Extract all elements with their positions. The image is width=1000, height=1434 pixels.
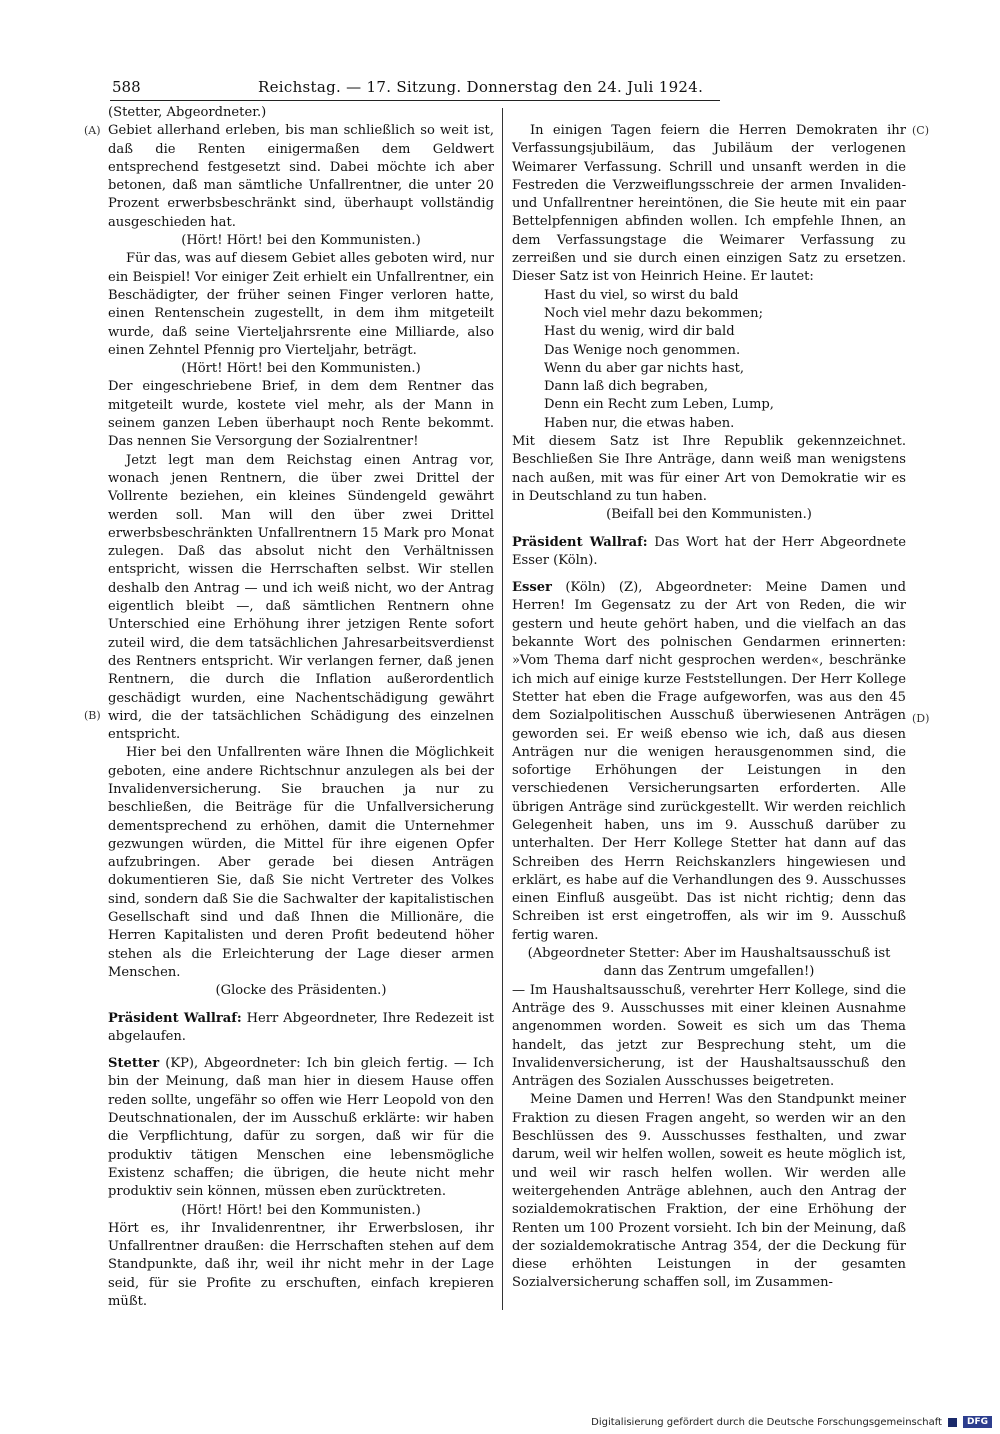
verse-line: Noch viel mehr dazu bekommen; <box>544 305 764 321</box>
spacer <box>512 570 906 579</box>
speaker-name: Stetter <box>108 1056 160 1072</box>
speech-text: (Köln) (Z), Abgeordneter: Meine Damen und Herren! Im Gegensatz zu der Art von Reden, die wir gestern und heute gehört haben, und die vielfach an das bekannte Wort des polnischen Gendarmen erinnerten: »Vom Thema darf nicht gesprochen werden«, beschränke ich mich auf einige kurze Feststellungen. Der Herr Kollege Stetter hat eben die Frage aufgeworfen, was aus den 45 dem Sozialpolitischen Ausschuß überwiesenen Anträgen geworden sei. Er weiß ebenso wie ich, daß aus diesen Anträgen nur die wenigen herausgenommen sind, die sofortige Erhöhungen der Leistungen in den verschiedenen Versicherungsarten erforderten. Alle übrigen Anträge sind zurückgestellt. Wir werden reichlich Gelegenheit haben, uns im 9. Ausschuß darüber zu unterhalten. Der Herr Kollege Stetter hat dann auf das Schreiben des Herrn Reichskanzlers hingewiesen und erklärt, es habe auf die Verhandlungen des 9. Ausschusses einen Einfluß ausgeübt. Das ist nicht richtig; denn das Schreiben ist erst eingetroffen, als wir im 9. Ausschuß fertig waren. <box>512 580 906 943</box>
margin-marker-c: (C) <box>912 124 929 137</box>
verse-line: Haben nur, die etwas haben. <box>544 415 735 431</box>
speaker-paragraph <box>108 1055 494 1201</box>
verse-line: Dann laß dich begraben, <box>544 379 709 395</box>
speaker-name: Präsident Wallraf: <box>512 534 648 550</box>
paragraph: — Im Haushaltsausschuß, verehrter Herr Kollege, sind die Anträge des 9. Ausschusses mit einer kleinen Ausnahme angenommen worden. Soweit es sich um das Thema handelt, das jetzt zur Besprechung steht, um die Invalidenversicherung, ist der Haushaltsausschuß den Anträgen des Sozialen Ausschusses beigetreten. <box>512 982 906 1090</box>
interjection: (Hört! Hört! bei den Kommunisten.) <box>181 361 421 377</box>
paragraph: Mit diesem Satz ist Ihre Republik gekennzeichnet. Beschließen Sie Ihre Anträge, dann weiß man wenigstens nach außen, mit was für einer Art von Demokratie wir es in Deutschland zu tun haben. <box>512 434 906 504</box>
spacer <box>108 1046 494 1055</box>
interjection: (Beifall bei den Kommunisten.) <box>606 507 812 523</box>
spacer <box>512 525 906 534</box>
column-divider <box>502 108 503 1310</box>
speaker-paragraph <box>512 534 906 571</box>
margin-marker-a: (A) <box>84 124 101 137</box>
verse-line: Hast du viel, so wirst du bald <box>544 287 739 303</box>
running-title: Reichstag. — 17. Sitzung. Donnerstag den 24. Juli 1924. <box>258 78 704 96</box>
page-header <box>112 78 724 100</box>
page-number: 588 <box>112 78 141 96</box>
speaker-label: (Stetter, Abgeordneter.) <box>108 105 267 120</box>
interjection: (Hört! Hört! bei den Kommunisten.) <box>181 1202 421 1218</box>
interjection: (Hört! Hört! bei den Kommunisten.) <box>181 233 421 249</box>
margin-marker-d: (D) <box>912 712 930 725</box>
speaker-paragraph <box>108 1010 494 1047</box>
margin-marker-b: (B) <box>84 709 101 722</box>
speech-text: Herr Abgeordneter, Ihre Redezeit ist abgelaufen. <box>108 1010 494 1044</box>
footer-text: Digitalisierung gefördert durch die Deutsche Forschungsgemeinschaft <box>591 1416 942 1428</box>
speaker-paragraph <box>512 579 906 945</box>
speech-text: Das Wort hat der Herr Abgeordnete Esser (Köln). <box>512 534 906 568</box>
right-column <box>512 122 906 1293</box>
interjection: (Glocke des Präsidenten.) <box>215 983 387 999</box>
dfg-square-icon <box>948 1418 957 1427</box>
verse-line: Hast du wenig, wird dir bald <box>544 324 735 340</box>
verse-line: Das Wenige noch genommen. <box>544 342 741 358</box>
interjection: (Abgeordneter Stetter: Aber im Haushaltsausschuß ist dann das Zentrum umgefallen!) <box>527 946 891 980</box>
paragraph: In einigen Tagen feiern die Herren Demokraten ihr Verfassungsjubiläum, das Jubiläum der verlogenen Weimarer Verfassung. Schrill und unsanft werden in die Festreden die Verzweiflungsschreie der armen Invaliden- und Unfallrentner hereintönen, die Sie heute mit ein paar Bettelpfennigen abfinden wollen. Ich empfehle Ihnen, an dem Verfassungstage die Weimarer Verfassung zu zerreißen und sie durch einen einzigen Satz zu ersetzen. Dieser Satz ist von Heinrich Heine. Er lautet: <box>512 123 906 285</box>
paragraph: Hier bei den Unfallrenten wäre Ihnen die Möglichkeit geboten, eine andere Richtschnur anzulegen als bei der Invalidenversicherung. Sie brauchen ja nur zu beschließen, die Beiträge für die Unfallversicherung dementsprechend zu erhöhen, damit die Unternehmer gezwungen würden, die Mittel für ihre eigenen Opfer aufzubringen. Aber gerade bei diesen Anträgen dokumentieren Sie, daß Sie nicht Vertreter des Volkes sind, sondern daß Sie die Sachwalter der kapitalistischen Gesellschaft sind und daß Ihnen die Millionäre, die Herren Kapitalisten und deren Profit bedeutend höher stehen als die Erleichterung der Lage dieser armen Menschen. <box>108 745 494 980</box>
spacer <box>108 1001 494 1010</box>
paragraph: Der eingeschriebene Brief, in dem dem Rentner das mitgeteilt wurde, kostete viel mehr, als der Mann in seinem ganzen Leben überhaupt noch Rente bekommt. Das nennen Sie Versorgung der Sozialrentner! <box>108 379 494 450</box>
paragraph: Meine Damen und Herren! Was den Standpunkt meiner Fraktion zu diesen Fragen angeht, so werden wir an den Beschlüssen des 9. Ausschusses festhalten, und zwar darum, weil wir helfen wollen, soweit es heute möglich ist, und weil wir rasch helfen wollen. Wir werden alle weitergehenden Anträge ablehnen, auch den Antrag der sozialdemokratischen Fraktion, der eine Erhöhung der Renten um 100 Prozent vorsieht. Ich bin der Meinung, daß der sozialdemokratische Antrag 354, der die Deckung für diese erhöhten Leistungen in der gesamten Sozialversicherung schaffen soll, im Zusammen- <box>512 1092 906 1291</box>
paragraph: Gebiet allerhand erleben, bis man schließlich so weit ist, daß die Renten einigermaßen dem Geldwert entsprechend festgesetzt sind. Dabei möchte ich aber betonen, daß man sämtliche Unfallrentner, die unter 20 Prozent erwerbsbeschränkt sind, überhaupt vollständig ausgeschieden hat. <box>108 123 494 230</box>
left-column <box>108 104 494 1311</box>
speech-text: (KP), Abgeordneter: Ich bin gleich fertig. — Ich bin der Meinung, daß man hier in diesem Hause offen reden sollte, ungefähr so offen wie Herr Leopold von den Deutschnationalen, der im Ausschuß erklärte: wir haben die Verpflichtung, dafür zu sorgen, daß wir für die produktiv tätigen Menschen eine lebensmögliche Existenz schaffen; die übrigen, die heute nicht mehr produktiv sein können, müssen eben zurücktreten. <box>108 1056 494 1200</box>
speaker-name: Esser <box>512 580 552 596</box>
paragraph: Für das, was auf diesem Gebiet alles geboten wird, nur ein Beispiel! Vor einiger Zeit erhielt ein Unfallrentner, ein Beschädigter, der früher seinen Finger verloren hatte, einen Rentenschein zugestellt, in dem ihm mitgeteilt wurde, daß seine Vierteljahrsrente eine Milliarde, also einen Zehntel Pfennig pro Vierteljahr, beträgt. <box>108 251 494 358</box>
header-rule <box>110 100 720 101</box>
footer <box>591 1416 992 1428</box>
paragraph: Jetzt legt man dem Reichstag einen Antrag vor, wonach jenen Rentnern, die über zwei Drittel der Vollrente beziehen, ein kleines Sündengeld gewährt werden soll. Man will den über zwei Drittel erwerbsbeschränkten Unfallrentnern 15 Mark pro Monat zulegen. Daß das absolut nicht den Verhältnissen entspricht, wissen die Herrschaften selbst. Wir stellen deshalb den Antrag — und ich weiß nicht, wo der Antrag eigentlich bleibt —, daß sämtlichen Rentnern ohne Unterschied eine Erhöhung ihrer jetzigen Rente sofort zuteil wird, die dem tatsächlichen Jahresarbeitsverdienst des Rentners entspricht. Wir verlangen ferner, daß jenen Rentnern, die durch die Inflation außerordentlich geschädigt wurden, eine Nachentschädigung gewährt wird, die der tatsächlichen Schädigung des einzelnen entspricht. <box>108 452 494 743</box>
dfg-logo: DFG <box>963 1416 992 1428</box>
speaker-name: Präsident Wallraf: <box>108 1010 242 1026</box>
verse-line: Denn ein Recht zum Leben, Lump, <box>544 397 774 413</box>
verse-line: Wenn du aber gar nichts hast, <box>544 360 745 376</box>
paragraph: Hört es, ihr Invalidenrentner, ihr Erwerbslosen, ihr Unfallrentner draußen: die Herrschaften stehen auf dem Standpunkte, daß ihr, weil ihr nicht mehr in der Lage seid, für sie Profite zu erschuften, einfach krepieren müßt. <box>108 1220 494 1309</box>
